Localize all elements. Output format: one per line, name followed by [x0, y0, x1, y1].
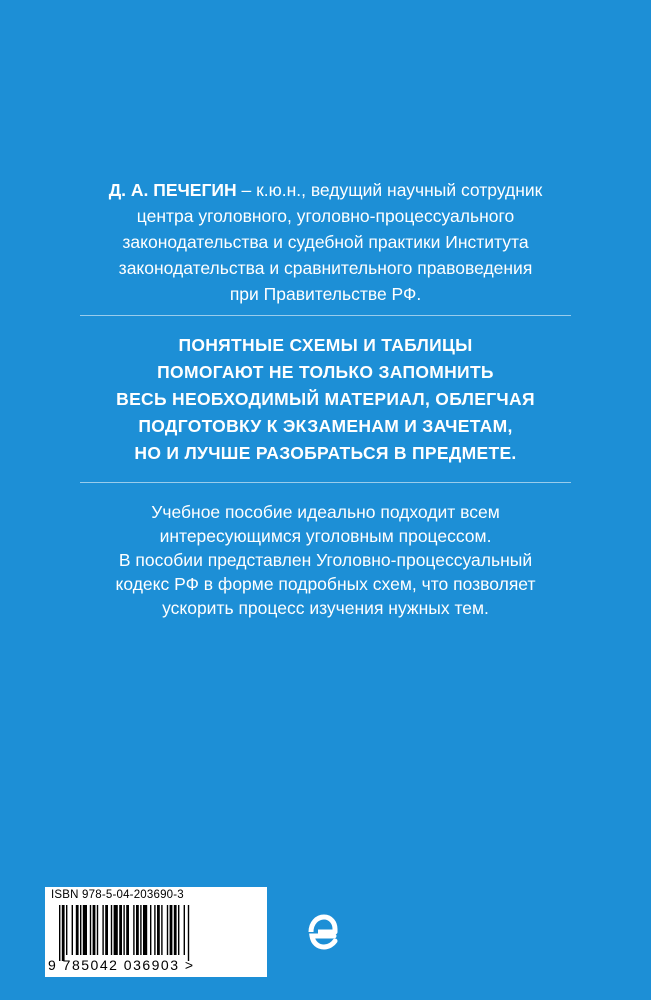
promo-text [80, 332, 571, 467]
author-credentials: – к.ю.н., ведущий научный сотрудник [236, 180, 543, 200]
barcode-digits: 9 785042 036903 > [48, 957, 195, 973]
promo-line: ПОДГОТОВКУ К ЭКЗАМЕНАМ И ЗАЧЕТАМ, [138, 416, 513, 436]
author-bio-line: при Правительстве РФ. [229, 284, 422, 304]
author-bio-line: центра уголовного, уголовно-процессуального [136, 206, 515, 226]
author-name: Д. А. ПЕЧЕГИН [108, 180, 237, 200]
divider-bottom [80, 482, 571, 483]
promo-line: ПОМОГАЮТ НЕ ТОЛЬКО ЗАПОМНИТЬ [157, 362, 494, 382]
author-bio-line: законодательства и сравнительного правоведения [118, 258, 533, 278]
publisher-e-logo-icon [302, 912, 342, 952]
description-line: В пособии представлен Уголовно-процессуальный [118, 550, 533, 570]
author-bio-line-1 [80, 177, 571, 203]
isbn-text: ISBN 978-5-04-203690-3 [51, 889, 184, 901]
description-line: ускорить процесс изучения нужных тем. [162, 598, 489, 618]
barcode [45, 887, 267, 977]
description [80, 500, 571, 620]
promo-line: ПОНЯТНЫЕ СХЕМЫ И ТАБЛИЦЫ [178, 335, 473, 355]
author-bio [80, 177, 571, 307]
description-line: Учебное пособие идеально подходит всем [151, 502, 500, 522]
author-bio-line: законодательства и судебной практики Института [122, 232, 529, 252]
promo-line: НО И ЛУЧШЕ РАЗОБРАТЬСЯ В ПРЕДМЕТЕ. [134, 443, 517, 463]
description-line: интересующимся уголовным процессом. [159, 526, 492, 546]
divider-top [80, 315, 571, 316]
description-line: кодекс РФ в форме подробных схем, что позволяет [115, 574, 536, 594]
promo-line: ВЕСЬ НЕОБХОДИМЫЙ МАТЕРИАЛ, ОБЛЕГЧАЯ [116, 389, 535, 409]
